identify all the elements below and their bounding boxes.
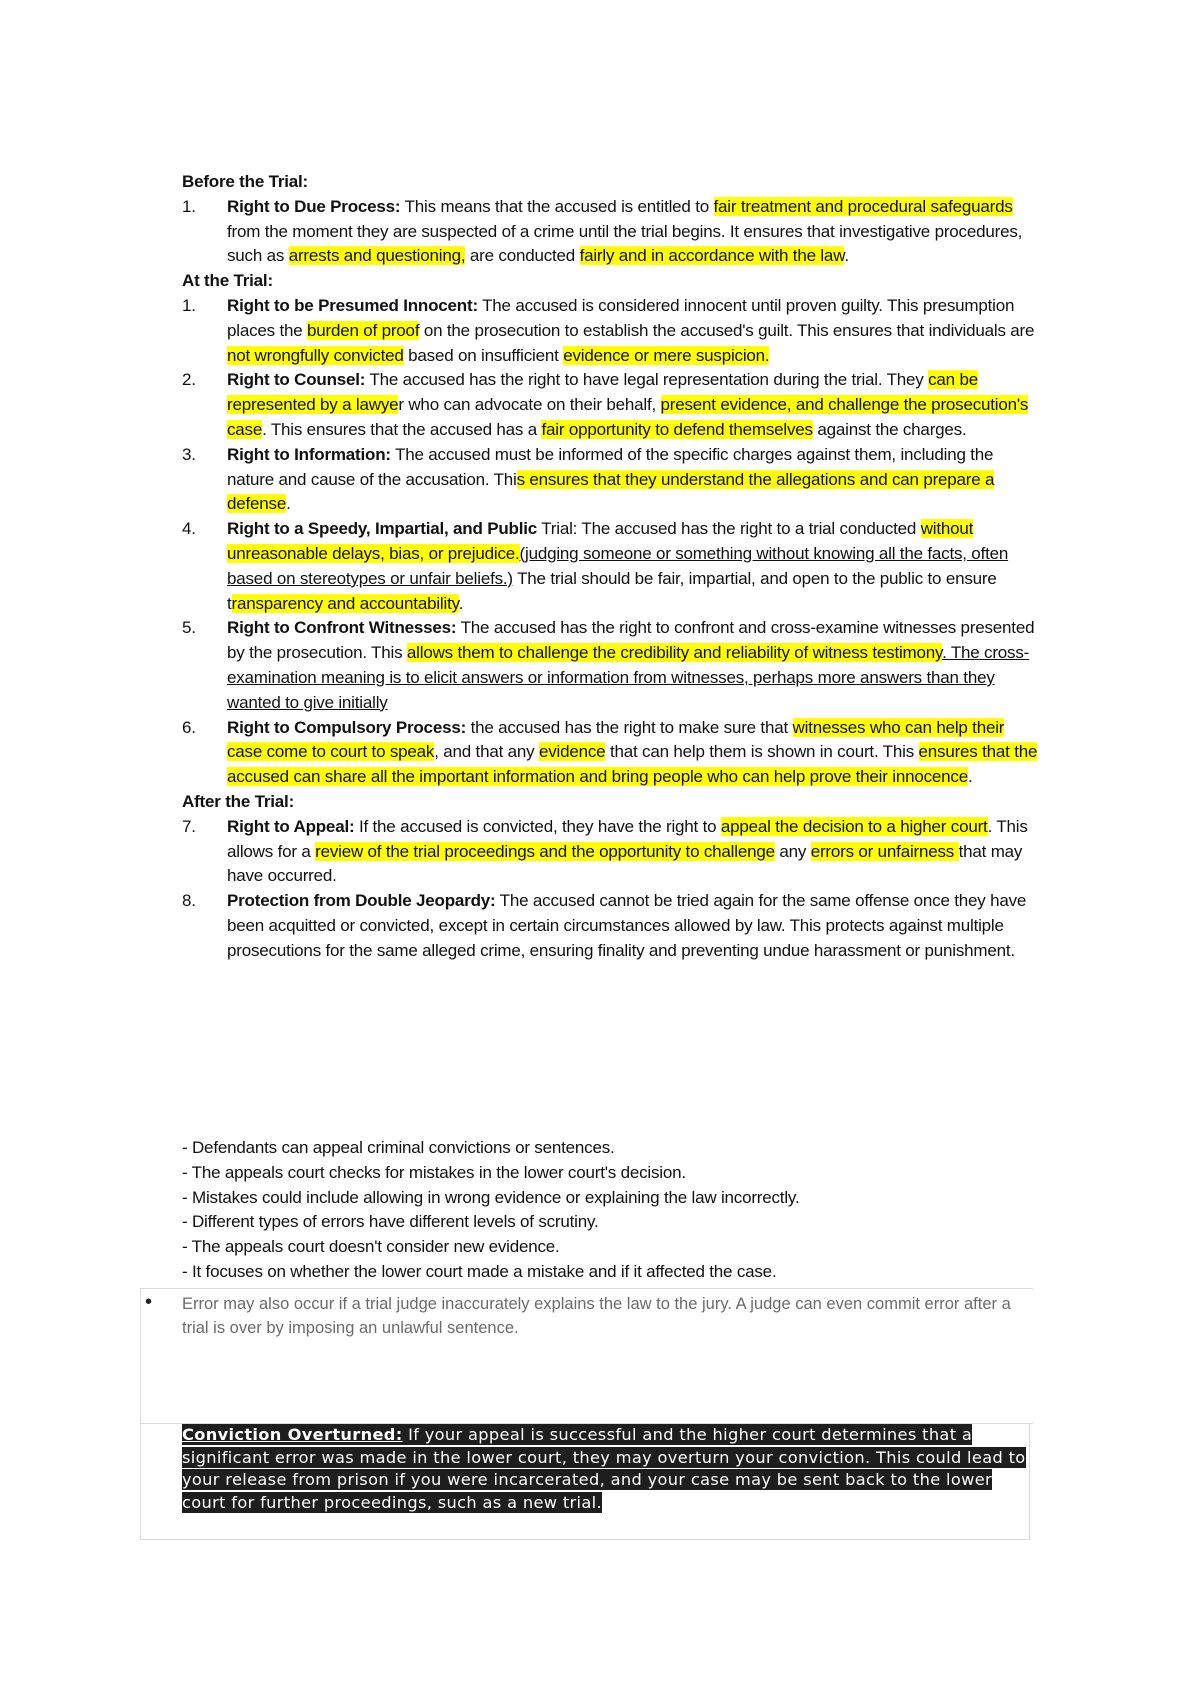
item-text: . (844, 246, 849, 266)
item-text: The accused must be informed of the specific charges against them, including the nature and cause of the accusation. Thi (227, 444, 994, 489)
item-text: The trial should be fair, impartial, and open to the public to ensure t (227, 568, 997, 613)
after-trial-heading: After the Trial: (182, 791, 295, 811)
item-text: against the charges. (812, 419, 967, 439)
list-item (182, 815, 1042, 889)
item-text: from the moment they are suspected of a crime until the trial begins. It ensures that investigative procedures, such as (227, 221, 1023, 266)
highlight: allows them to challenge the credibility and reliability of witness testimony (406, 643, 943, 663)
item-title: Right to Appeal: (227, 816, 355, 836)
highlight: present evidence, and challenge the prosecution's case (227, 395, 1029, 439)
item-number: 5. (182, 618, 196, 638)
highlight: evidence (538, 742, 606, 762)
list-item: - Defendants can appeal criminal convictions or sentences. (182, 1138, 615, 1157)
item-title: Right to Due Process: (227, 196, 401, 216)
item-number: 6. (182, 717, 196, 737)
item-text: . This ensures that the accused has a (262, 419, 542, 439)
item-text: The accused has the right to have legal representation during the trial. They (365, 370, 929, 390)
highlight: fair treatment and procedural safeguards (713, 196, 1013, 216)
item-number: 3. (182, 444, 196, 464)
list-item (182, 517, 1042, 616)
underlined-note: . The cross-examination meaning is to elicit answers or information from witnesses, perhaps more answers than they wanted to give initially (227, 643, 1030, 712)
item-text: If the accused is convicted, they have the right to (354, 816, 721, 836)
item-text: The accused has the right to a trial conducted (577, 519, 921, 539)
bullet-icon: • (145, 1291, 153, 1313)
item-number: 4. (182, 519, 196, 539)
item-title: Right to be Presumed Innocent: (227, 295, 478, 315)
list-item: - The appeals court checks for mistakes in the lower court's decision. (182, 1162, 686, 1182)
highlight: without unreasonable delays, bias, or prejudice. (227, 519, 974, 563)
item-title: Right to Compulsory Process: (227, 717, 467, 737)
item-text: on the prosecution to establish the accused's guilt. This ensures that individuals are (419, 320, 1035, 340)
item-text: based on insufficient (403, 345, 564, 365)
highlight: arrests and questioning, (288, 246, 466, 266)
underlined-note: (judging someone or something without knowing all the facts, often based on stereotypes or unfair beliefs.) (227, 543, 1009, 588)
list-item (182, 195, 1042, 269)
item-text: . (286, 494, 291, 514)
item-text: . (458, 593, 464, 613)
item-number: 1. (182, 196, 196, 216)
item-text: r who can advocate on their behalf, (398, 395, 661, 415)
list-item (182, 889, 1042, 963)
list-item (182, 368, 1042, 442)
highlight: s ensures that they understand the allegations and can prepare a defense (227, 469, 995, 514)
item-title: Right to a Speedy, Impartial, and Public (227, 519, 538, 539)
item-title-rest: Trial: (537, 519, 578, 539)
item-text: The accused is considered innocent until proven guilty. This presumption places the (227, 295, 1015, 340)
item-number: 1. (182, 295, 196, 315)
appeal-notes-list (182, 1136, 1042, 1285)
list-item: - Different types of errors have different levels of scrutiny. (182, 1212, 599, 1232)
list-item: - It focuses on whether the lower court made a mistake and if it affected the case. (182, 1261, 777, 1281)
list-item (182, 616, 1042, 715)
at-trial-heading: At the Trial: (182, 271, 273, 291)
item-text: are conducted (465, 246, 580, 266)
item-text: The accused has the right to confront and cross-examine witnesses presented by the prosecution. This (227, 618, 1035, 663)
highlight: appeal the decision to a higher court (720, 816, 988, 836)
item-title: Right to Information: (227, 444, 391, 464)
item-text: that may have occurred. (227, 841, 1023, 886)
highlight: evidence or mere suspicion. (563, 345, 770, 365)
conviction-overturned-paragraph (182, 1424, 1027, 1514)
highlight: review of the trial proceedings and the opportunity to challenge (315, 841, 775, 861)
overturned-title: Conviction Overturned: (182, 1425, 403, 1444)
item-text: the accused has the right to make sure that (466, 717, 793, 737)
list-item (182, 716, 1042, 790)
list-item (182, 443, 1042, 517)
highlight: burden of proof (307, 320, 420, 340)
item-number: 2. (182, 370, 196, 390)
item-text: that can help them is shown in court. This (605, 742, 919, 762)
before-trial-heading: Before the Trial: (182, 172, 309, 191)
rights-section (182, 170, 1042, 964)
item-text: . (967, 767, 973, 787)
item-title: Right to Confront Witnesses: (227, 618, 457, 638)
highlight: fairly and in accordance with the law (579, 246, 845, 266)
item-text: The accused cannot be tried again for the same offense once they have been acquitted or convicted, except in certain circumstances allowed by law. This protects against multiple prosecutions for the same alleged crime, ensuring finality and preventing undue harassment or punishment. (227, 891, 1027, 960)
item-title: Protection from Double Jeopardy: (227, 891, 496, 911)
item-number: 7. (182, 816, 196, 836)
highlight: not wrongfully convicted (227, 345, 404, 365)
list-item: - The appeals court doesn't consider new evidence. (182, 1237, 560, 1257)
item-text: . This allows for a (227, 816, 1028, 861)
pasted-note-text: Error may also occur if a trial judge inaccurately explains the law to the jury. A judge can even commit error after a trial is over by imposing an unlawful sentence. (182, 1295, 1011, 1337)
highlight: ensures that the accused can share all the important information and bring people who can help prove their innocence (227, 742, 1038, 787)
item-title: Right to Counsel: (227, 370, 366, 390)
highlight: can be represented by a lawye (227, 370, 978, 415)
item-text: This means that the accused is entitled to (400, 196, 714, 216)
highlight: ransparency and accountability (231, 593, 459, 613)
item-text: any (774, 841, 811, 861)
list-item: - Mistakes could include allowing in wrong evidence or explaining the law incorrectly. (182, 1187, 800, 1207)
highlight: fair opportunity to defend themselves (541, 419, 813, 439)
overturned-text: If your appeal is successful and the higher court determines that a significant error was made in the lower court, they may overturn your conviction. This could lead to your release from prison if you were incarcerated, and your case may be sent back to the lower court for further proceedings, such as a new trial. (182, 1425, 1026, 1512)
highlight: errors or unfairness (810, 841, 959, 861)
item-number: 8. (182, 891, 196, 911)
highlight: witnesses who can help their case come to court to speak (227, 717, 1005, 762)
list-item (182, 294, 1042, 368)
item-text: , and that any (434, 742, 539, 762)
